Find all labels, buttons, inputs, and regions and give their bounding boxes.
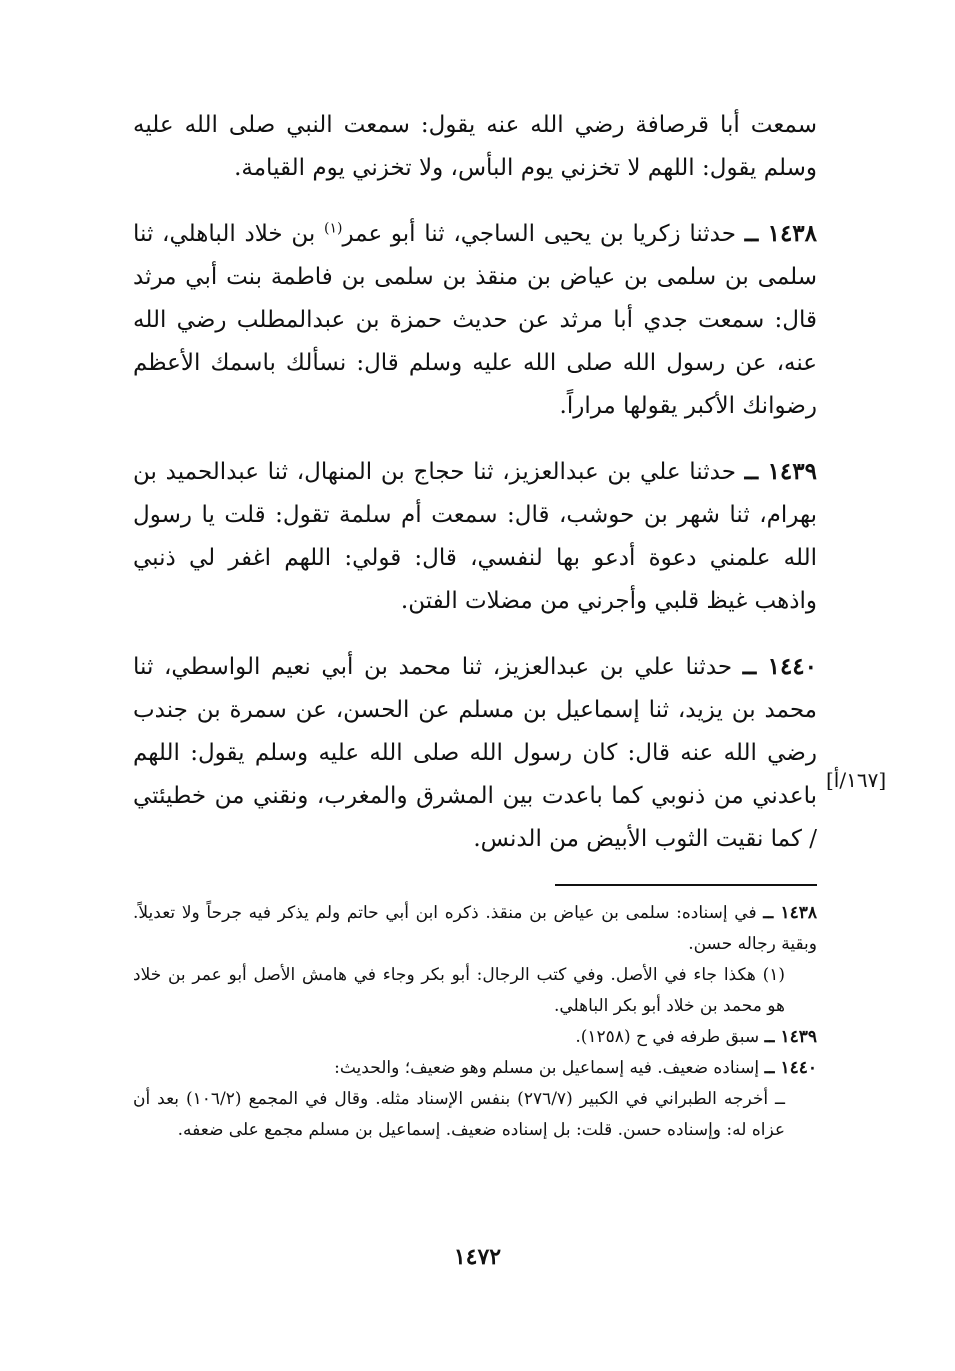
footnote-text: سبق طرفه في ح (١٢٥٨). [575,1027,760,1047]
hadith-number: ١٤٣٨ ــ [744,220,818,247]
hadith-1439 [133,450,817,623]
footnote-number: ١٤٣٨ ــ [763,903,817,923]
hadith-text: حدثنا زكريا بن يحيى الساجي، ثنا أبو عمر [342,221,736,247]
page-number: ١٤٧٢ [453,1244,502,1270]
footnote-1438-note-1 [133,960,817,1022]
footnote-1439 [133,1022,817,1053]
footnote-1440 [133,1053,817,1084]
footnote-text: (١) هكذا جاء في الأصل. وفي كتب الرجال: أبو بكر وجاء في هامش الأصل أبو عمر بن خلاد هو محمد بن خلاد أبو بكر الباهلي. [133,965,785,1016]
hadith-1440 [133,645,817,861]
hadith-1438 [133,212,817,428]
manuscript-folio-note: [١٦٧/أ] [826,768,887,792]
footnote-number: ١٤٤٠ ــ [764,1058,817,1078]
hadith-text: حدثنا علي بن عبدالعزيز، ثنا محمد بن أبي نعيم الواسطي، ثنا محمد بن يزيد، ثنا إسماعيل بن مسلم عن الحسن، عن سمرة بن جندب رضي الله عنه قال: كان رسول الله صلى الله عليه وسلم يقول: اللهم باعدني من ذنوبي كما باعدت بين المشرق والمغرب، ونقني من خطيئتي / كما نقيت الثوب الأبيض من الدنس. [133,654,817,852]
hadith-text: حدثنا علي بن عبدالعزيز، ثنا حجاج بن المنهال، ثنا عبدالحميد بن بهرام، ثنا شهر بن حوشب، قال: سمعت أم سلمة تقول: قلت يا رسول الله علمني دعوة أدعو بها لنفسي، قال: قولي: اللهم اغفر لي ذنبي واذهب غيظ قلبي وأجرني من مضلات الفتن. [133,459,817,614]
footnote-separator [555,884,817,886]
footnotes [133,898,817,1146]
main-text [133,104,817,883]
hadith-text-cont: بن خلاد الباهلي، ثنا سلمى بن سلمى بن عياض بن منقذ بن سلمى بن فاطمة بنت أبي مرثد قال: سمعت جدي أبا مرثد عن حديث حمزة بن عبدالمطلب رضي الله عنه، عن رسول الله صلى الله عليه وسلم قال: نسألك باسمك الأعظم رضوانك الأكبر يقولها مراراً. [133,221,817,419]
footnote-1440-detail [133,1084,817,1146]
footnote-number: ١٤٣٩ ــ [764,1027,817,1047]
paragraph-text: سمعت أبا قرصافة رضي الله عنه يقول: سمعت النبي صلى الله عليه وسلم يقول: اللهم لا تخزني يوم البأس، ولا تخزني يوم القيامة. [133,112,817,181]
footnote-text: إسناده ضعيف. فيه إسماعيل بن مسلم وهو ضعيف؛ والحديث: [334,1058,760,1078]
footnote-text: في إسناده: سلمى بن عياض بن منقذ. ذكره ابن أبي حاتم ولم يذكر فيه جرحاً ولا تعديلاً. وبقية رجاله حسن. [133,903,817,954]
footnote-1438 [133,898,817,960]
footnote-text: ــ أخرجه الطبراني في الكبير (٢٧٦/٧) بنفس الإسناد مثله. وقال في المجمع (١٠٦/٢) بعد أن عزاه له: وإسناده حسن. قلت: بل إسناده ضعيف. إسماعيل بن مسلم مجمع على ضعفه. [133,1089,785,1140]
footnote-marker: (١) [323,220,343,237]
paragraph-intro [133,104,817,190]
hadith-number: ١٤٣٩ ــ [744,458,817,485]
hadith-number: ١٤٤٠ ــ [742,653,818,680]
